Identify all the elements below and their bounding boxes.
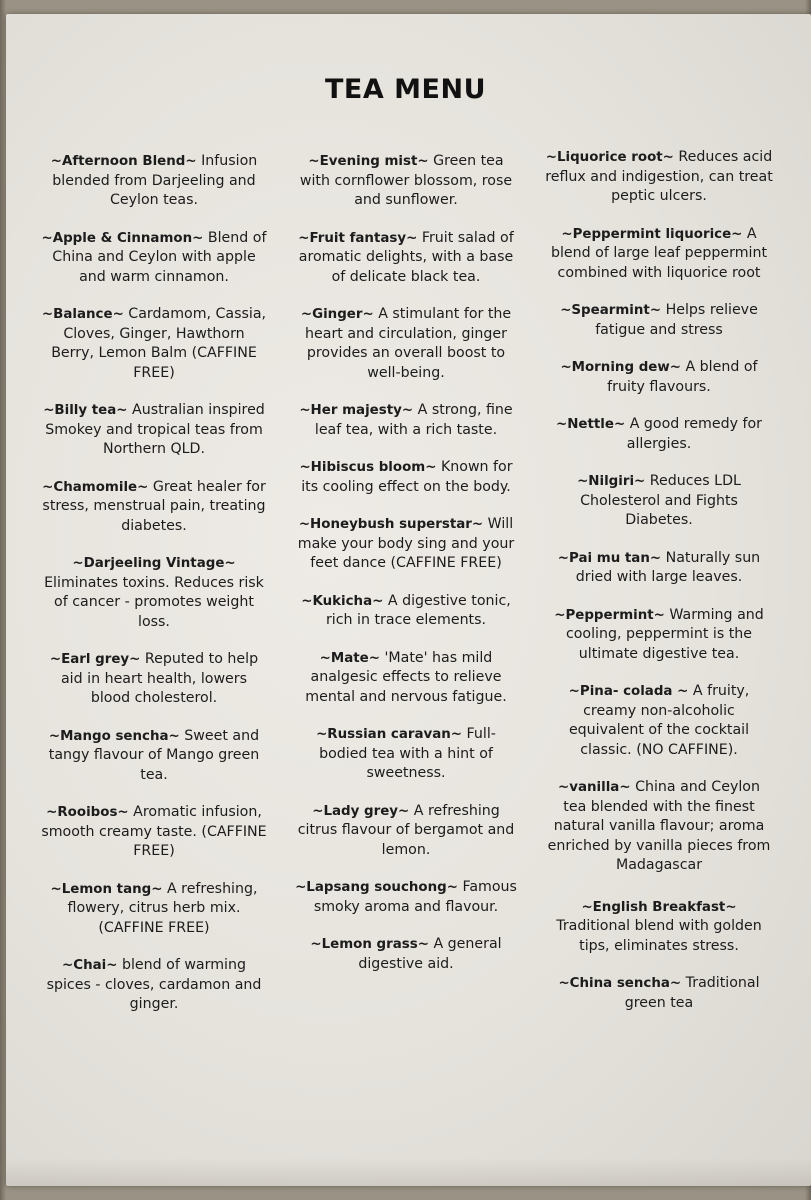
menu-item bbox=[40, 478, 268, 537]
tea-description: A fruity, creamy non-alcoholic equivalent of the cocktail classic. (NO CAFFINE). bbox=[568, 683, 750, 758]
menu-item bbox=[40, 401, 268, 460]
menu-item bbox=[40, 229, 268, 288]
tea-name: ~Pai mu tan~ bbox=[557, 550, 662, 566]
menu-item bbox=[545, 472, 773, 531]
menu-item bbox=[292, 935, 520, 974]
tea-description: Infusion blended from Darjeeling and Ceylon teas. bbox=[52, 153, 258, 208]
tea-name: ~English Breakfast~ bbox=[581, 899, 737, 915]
menu-item bbox=[545, 358, 773, 397]
menu-column-2 bbox=[292, 152, 520, 974]
tea-name: ~Hibiscus bloom~ bbox=[299, 460, 437, 475]
tea-name: ~Honeybush superstar~ bbox=[298, 517, 484, 532]
tea-name: ~Lady grey~ bbox=[312, 803, 410, 819]
tea-description: Great healer for stress, menstrual pain, treating diabetes. bbox=[42, 478, 266, 534]
tea-name: ~Fruit fantasy~ bbox=[298, 230, 418, 246]
tea-name: ~Lemon grass~ bbox=[310, 937, 429, 952]
tea-description: Naturally sun dried with large leaves. bbox=[575, 549, 761, 585]
tea-name: ~Chamomile~ bbox=[42, 479, 149, 495]
menu-item bbox=[292, 592, 520, 631]
tea-description: A digestive tonic, rich in trace elements. bbox=[325, 592, 511, 628]
menu-item bbox=[545, 225, 773, 284]
tea-description: Famous smoky aroma and flavour. bbox=[313, 879, 517, 915]
menu-item bbox=[545, 778, 773, 876]
tea-description: Traditional blend with golden tips, eliminates stress. bbox=[556, 918, 762, 954]
menu-column-3 bbox=[545, 148, 773, 1013]
menu-item bbox=[292, 152, 520, 211]
menu-column-1 bbox=[40, 152, 268, 1015]
tea-name: ~Nilgiri~ bbox=[577, 474, 646, 489]
tea-description: Full-bodied tea with a hint of sweetness. bbox=[319, 726, 496, 781]
tea-name: ~Earl grey~ bbox=[49, 652, 141, 667]
tea-description: A refreshing, flowery, citrus herb mix. (CAFFINE FREE) bbox=[67, 880, 258, 936]
menu-item bbox=[40, 305, 268, 383]
menu-title: TEA MENU bbox=[325, 74, 486, 105]
menu-item bbox=[545, 974, 773, 1013]
tea-name: ~Billy tea~ bbox=[43, 403, 128, 418]
menu-item bbox=[40, 152, 268, 211]
tea-name: ~Peppermint~ bbox=[554, 607, 665, 623]
tea-name: ~Lemon tang~ bbox=[50, 881, 163, 897]
menu-item bbox=[545, 682, 773, 760]
menu-item bbox=[40, 803, 268, 862]
tea-description: Fruit salad of aromatic delights, with a base of delicate black tea. bbox=[298, 229, 514, 285]
tea-description: Reduces acid reflux and indigestion, can treat peptic ulcers. bbox=[545, 149, 773, 204]
menu-item bbox=[545, 549, 773, 588]
menu-item bbox=[545, 301, 773, 340]
tea-description: Reputed to help aid in heart health, lowers blood cholesterol. bbox=[60, 651, 259, 706]
tea-name: ~Kukicha~ bbox=[301, 593, 384, 609]
tea-description: China and Ceylon tea blended with the finest natural vanilla flavour; aroma enriched by vanilla pieces from Madagascar bbox=[547, 779, 771, 873]
tea-description: Known for its cooling effect on the body. bbox=[301, 459, 513, 495]
tea-description: Sweet and tangy flavour of Mango green tea. bbox=[48, 727, 260, 783]
tea-description: Australian inspired Smokey and tropical teas from Northern QLD. bbox=[45, 402, 265, 457]
tea-name: ~Pina- colada ~ bbox=[568, 684, 689, 699]
menu-item bbox=[545, 415, 773, 454]
menu-item bbox=[292, 649, 520, 708]
tea-description: Warming and cooling, peppermint is the ultimate digestive tea. bbox=[565, 606, 764, 662]
tea-description: Aromatic infusion, smooth creamy taste. (CAFFINE FREE) bbox=[41, 804, 267, 859]
menu-item bbox=[292, 458, 520, 497]
tea-name: ~vanilla~ bbox=[558, 780, 631, 795]
tea-name: ~China sencha~ bbox=[558, 976, 682, 991]
menu-item bbox=[545, 898, 773, 957]
tea-description: Will make your body sing and your feet dance (CAFFINE FREE) bbox=[297, 516, 515, 571]
tea-description: A general digestive aid. bbox=[358, 936, 502, 972]
tea-description: Green tea with cornflower blossom, rose and sunflower. bbox=[299, 153, 513, 208]
tea-name: ~Balance~ bbox=[41, 307, 124, 322]
tea-description: Blend of China and Ceylon with apple and warm cinnamon. bbox=[52, 229, 267, 285]
tea-name: ~Lapsang souchong~ bbox=[295, 880, 458, 895]
tea-name: ~Peppermint liquorice~ bbox=[561, 226, 743, 242]
menu-item bbox=[292, 229, 520, 288]
tea-description: blend of warming spices - cloves, cardamon and ginger. bbox=[46, 957, 262, 1012]
tea-name: ~Nettle~ bbox=[555, 417, 626, 432]
tea-description: Cardamom, Cassia, Cloves, Ginger, Hawthorn Berry, Lemon Balm (CAFFINE FREE) bbox=[51, 306, 267, 381]
tea-name: ~Her majesty~ bbox=[299, 403, 414, 418]
menu-item bbox=[40, 727, 268, 786]
tea-description: Eliminates toxins. Reduces risk of cancer - promotes weight loss. bbox=[44, 574, 264, 630]
tea-name: ~Mango sencha~ bbox=[48, 728, 180, 744]
menu-item bbox=[40, 650, 268, 709]
tea-name: ~Apple & Cinnamon~ bbox=[41, 230, 204, 246]
tea-name: ~Ginger~ bbox=[300, 307, 374, 322]
tea-description: Helps relieve fatigue and stress bbox=[595, 302, 758, 338]
tea-description: Reduces LDL Cholesterol and Fights Diabetes. bbox=[580, 473, 741, 528]
menu-item bbox=[292, 802, 520, 861]
tea-name: ~Rooibos~ bbox=[46, 805, 129, 820]
tea-name: ~Russian caravan~ bbox=[316, 727, 463, 742]
menu-item bbox=[40, 880, 268, 939]
menu-item bbox=[40, 956, 268, 1015]
tea-description: A refreshing citrus flavour of bergamot and lemon. bbox=[297, 802, 515, 858]
tea-name: ~Morning dew~ bbox=[560, 360, 681, 375]
tea-name: ~Liquorice root~ bbox=[545, 150, 674, 165]
tea-name: ~Darjeeling Vintage~ bbox=[72, 556, 236, 571]
menu-item bbox=[292, 401, 520, 440]
tea-name: ~Spearmint~ bbox=[560, 303, 662, 318]
tea-name: ~Mate~ bbox=[319, 650, 380, 666]
tea-name: ~Chai~ bbox=[62, 958, 118, 973]
menu-item bbox=[40, 554, 268, 632]
menu-item bbox=[545, 606, 773, 665]
menu-item bbox=[292, 725, 520, 784]
menu-item bbox=[545, 148, 773, 207]
tea-name: ~Afternoon Blend~ bbox=[50, 154, 197, 169]
tea-description: 'Mate' has mild analgesic effects to relieve mental and nervous fatigue. bbox=[305, 649, 507, 705]
tea-description: A blend of large leaf peppermint combined with liquorice root bbox=[550, 225, 768, 281]
tea-description: Traditional green tea bbox=[624, 975, 760, 1011]
tea-name: ~Evening mist~ bbox=[308, 154, 429, 169]
menu-item bbox=[292, 515, 520, 574]
tea-description: A good remedy for allergies. bbox=[625, 416, 763, 452]
menu-item bbox=[292, 878, 520, 917]
tea-description: A stimulant for the heart and circulation, ginger provides an overall boost to well-being. bbox=[305, 306, 512, 381]
tea-description: A strong, fine leaf tea, with a rich taste. bbox=[314, 402, 513, 438]
menu-item bbox=[292, 305, 520, 383]
tea-description: A blend of fruity flavours. bbox=[607, 359, 758, 395]
